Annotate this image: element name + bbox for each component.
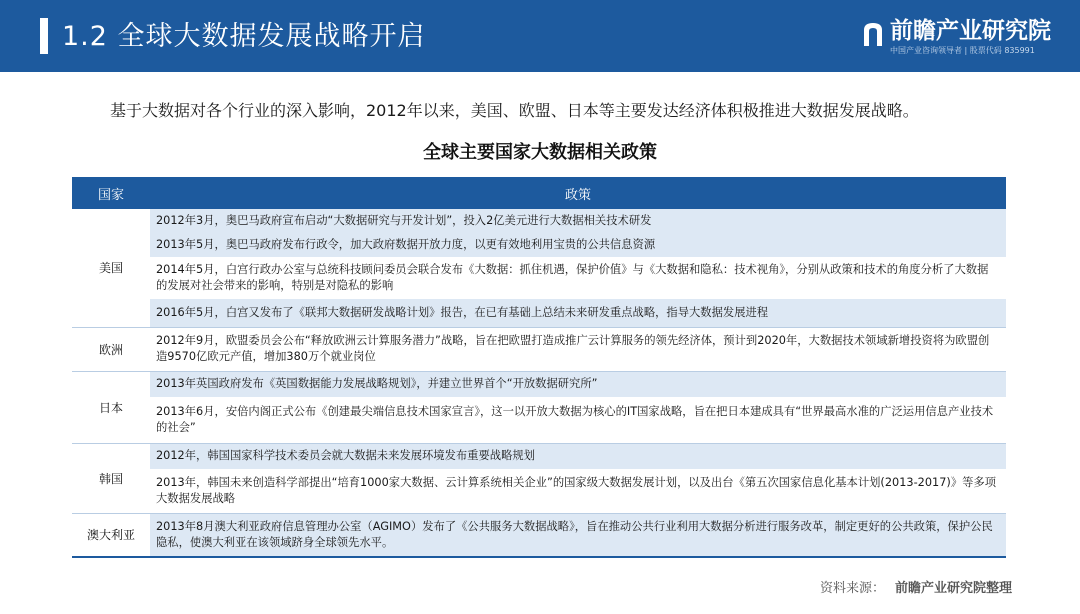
logo-name: 前瞻产业研究院 [890,18,1051,44]
policy-cell: 2012年9月，欧盟委员会公布“释放欧洲云计算服务潜力”战略，旨在把欧盟打造成推广云计算服务的领先经济体，预计到2020年，大数据技术领域新增投资将为欧盟创造9570亿欧元产值，增加380万个就业岗位 [150,327,1006,371]
table-row [72,299,1006,327]
policy-cell: 2016年5月，白宫又发布了《联邦大数据研发战略计划》报告，在已有基础上总结未来研发重点战略，指导大数据发展进程 [150,299,1006,327]
country-cell: 韩国 [72,443,150,513]
policy-cell: 2013年8月澳大利亚政府信息管理办公室（AGIMO）发布了《公共服务大数据战略》，旨在推动公共行业利用大数据分析进行服务改革，制定更好的公共政策，保护公民隐私，使澳大利亚在该领域跻身全球领先水平。 [150,513,1006,557]
title-accent-bar [40,18,48,54]
policy-table [72,177,1006,558]
policy-cell: 2013年6月，安倍内阁正式公布《创建最尖端信息技术国家宣言》，这一以开放大数据为核心的IT国家战略，旨在把日本建成具有“世界最高水准的广泛运用信息产业技术的社会” [150,397,1006,443]
policy-cell: 2012年3月，奥巴马政府宣布启动“大数据研究与开发计划”，投入2亿美元进行大数据相关技术研发 [150,209,1006,233]
source-org: 前瞻产业研究院整理 [894,581,1012,596]
table-row [72,233,1006,257]
intro-paragraph: 基于大数据对各个行业的深入影响，2012年以来，美国、欧盟、日本等主要发达经济体积极推进大数据发展战略。 [110,101,919,120]
country-cell: 澳大利亚 [72,513,150,557]
country-cell: 欧洲 [72,327,150,371]
source-note [820,580,1012,598]
table-row [72,327,1006,371]
brand-logo [860,16,1060,60]
logo-tagline: 中国产业咨询领导者 | 股票代码 835991 [890,46,1035,55]
table-row [72,469,1006,513]
policy-cell: 2013年，韩国未来创造科学部提出“培育1000家大数据、云计算系统相关企业”的国家级大数据发展计划，以及出台《第五次国家信息化基本计划(2013-2017)》等多项大数据发展战略 [150,469,1006,513]
table-title: 全球主要国家大数据相关政策 [423,142,657,163]
policy-cell: 2014年5月，白宫行政办公室与总统科技顾问委员会联合发布《大数据：抓住机遇，保护价值》与《大数据和隐私：技术视角》，分别从政策和技术的角度分析了大数据的发展对社会带来的影响，特别是对隐私的影响 [150,257,1006,299]
policy-cell: 2013年英国政府发布《英国数据能力发展战略规划》，并建立世界首个“开放数据研究所” [150,371,1006,397]
page-title: 1.2 全球大数据发展战略开启 [62,21,426,52]
table-row [72,397,1006,443]
table-row [72,443,1006,469]
country-cell: 美国 [72,209,150,327]
table-row [72,513,1006,557]
table-row [72,371,1006,397]
source-label: 资料来源： [819,581,885,596]
country-cell: 日本 [72,371,150,443]
table-header-row [72,177,1006,209]
header-bar [0,0,1080,72]
policy-cell: 2012年，韩国国家科学技术委员会就大数据未来发展环境发布重要战略规划 [150,443,1006,469]
column-header-country: 国家 [72,177,150,209]
table-row [72,257,1006,299]
table-row [72,209,1006,233]
logo-icon [860,20,886,48]
column-header-policy: 政策 [150,177,1006,209]
policy-cell: 2013年5月，奥巴马政府发布行政令，加大政府数据开放力度，以更有效地利用宝贵的公共信息资源 [150,233,1006,257]
